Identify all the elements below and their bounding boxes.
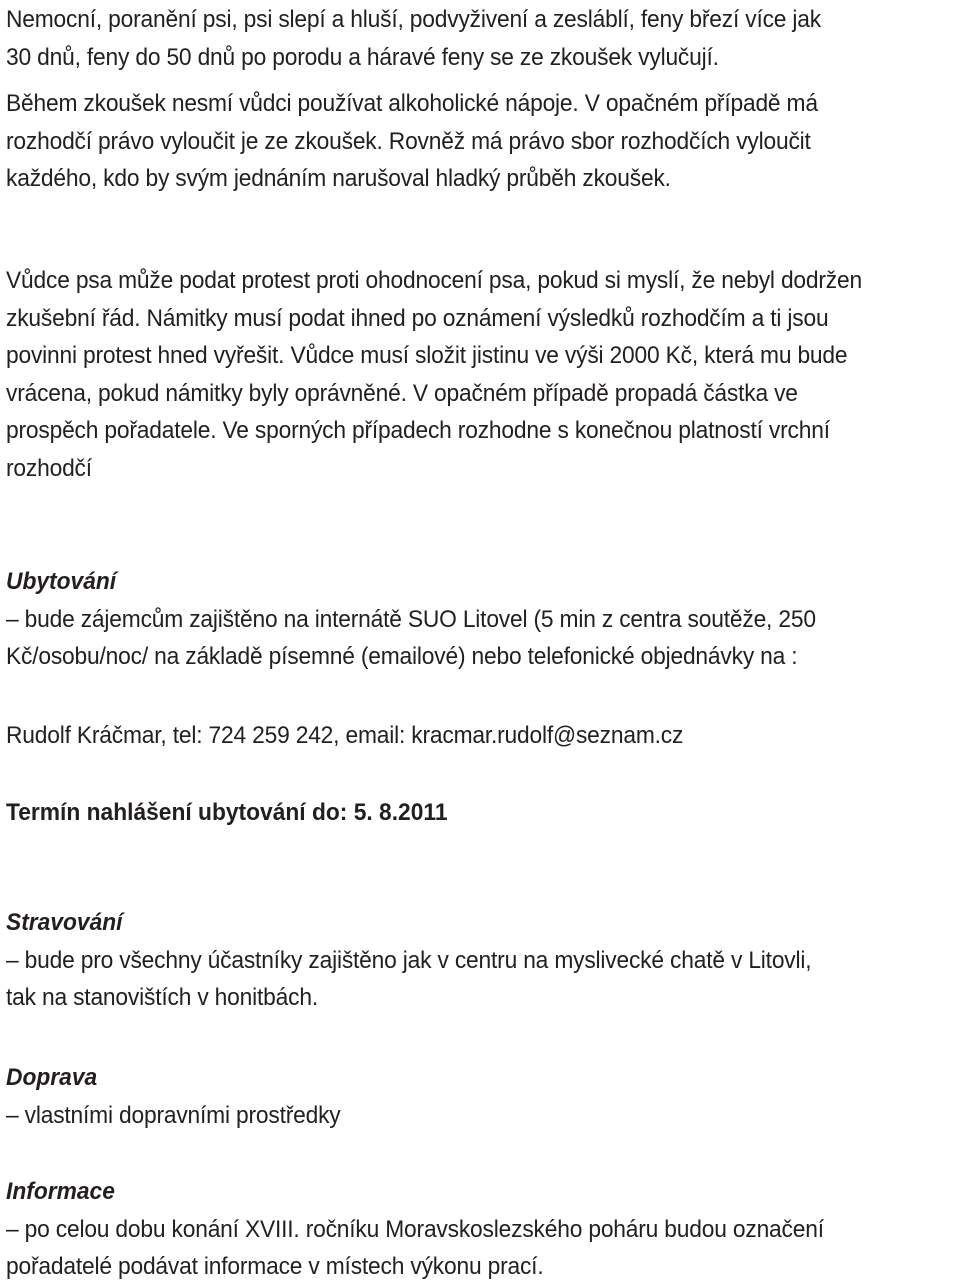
text-line: – bude pro všechny účastníky zajištěno jak v centru na myslivecké chatě v Litovli, [6,946,812,974]
section-heading: Doprava [6,1064,98,1091]
text-line: 30 dnů, feny do 50 dnů po porodu a háravé feny se ze zkoušek vylučují. [6,43,719,71]
text-line: Nemocní, poranění psi, psi slepí a hluší, podvyživení a zesláblí, feny březí více jak [6,6,821,33]
paragraph-alcohol-rule [6,85,960,198]
text-line: Kč/osobu/noc/ na základě písemné (emailové) nebo telefonické objednávky na : [6,643,798,670]
text-line: Vůdce psa může podat protest proti ohodnocení psa, pokud si myslí, že nebyl dodržen [6,267,862,294]
text-line: rozhodčí právo vyloučit je ze zkoušek. Rovněž má právo sbor rozhodčích vyloučit [6,127,811,155]
text-line: – po celou dobu konání XVIII. ročníku Moravskoslezského poháru budou označení [6,1215,824,1243]
section-heading: Ubytování [6,568,117,595]
section-heading: Stravování [6,909,123,936]
accommodation-contact [6,717,960,755]
text-line: – bude zájemcům zajištěno na internátě SUO Litovel (5 min z centra soutěže, 250 [6,605,816,633]
section-heading: Informace [6,1178,115,1205]
section-accommodation [6,563,960,676]
text-line: Během zkoušek nesmí vůdci používat alkoholické nápoje. V opačném případě má [6,90,818,117]
text-line: povinni protest hned vyřešit. Vůdce musí složit jistinu ve výši 2000 Kč, která mu bude [6,342,848,369]
text-line: prospěch pořadatele. Ve sporných případech rozhodne s konečnou platností vrchní [6,417,830,444]
text-line: rozhodčí [6,454,92,482]
text-line: pořadatelé podávat informace v místech výkonu prací. [6,1253,544,1280]
section-transport [6,1059,960,1134]
deadline-line: Termín nahlášení ubytování do: 5. 8.2011 [6,799,448,826]
paragraph-excluded-dogs [6,1,960,76]
accommodation-deadline [6,794,960,832]
text-line: vrácena, pokud námitky byly oprávněné. V opačném případě propadá částka ve [6,379,798,407]
paragraph-protest-rule [6,262,960,487]
contact-line: Rudolf Kráčmar, tel: 724 259 242, email: kracmar.rudolf@seznam.cz [6,722,684,749]
text-line: každého, kdo by svým jednáním narušoval hladký průběh zkoušek. [6,165,671,192]
text-line: – vlastními dopravními prostředky [6,1101,341,1129]
text-line: tak na stanovištích v honitbách. [6,984,318,1011]
text-line: zkušební řád. Námitky musí podat ihned po oznámení výsledků rozhodčím a ti jsou [6,304,829,332]
section-information [6,1173,960,1286]
section-catering [6,904,960,1017]
